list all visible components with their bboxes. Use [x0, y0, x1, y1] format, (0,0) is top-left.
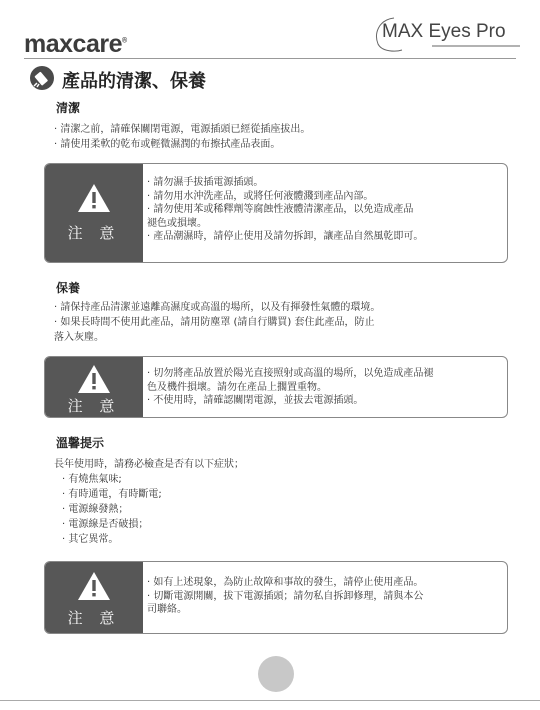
notice-line: · 產品潮濕時，請停止使用及請勿拆卸，讓產品自然風乾即可。	[147, 231, 424, 242]
header-divider	[24, 58, 516, 59]
maxcare-logo: maxcare®	[24, 30, 127, 58]
tips-item: · 有燒焦氣味;	[62, 474, 122, 485]
tips-heading: 溫馨提示	[56, 436, 105, 450]
maintenance-line: · 請保持產品清潔並遠離高濕度或高溫的場所，以及有揮發性氣體的環境。	[54, 302, 381, 313]
maintenance-heading: 保養	[56, 281, 81, 295]
notice-text	[147, 176, 501, 244]
notice-line: · 如有上述現象，為防止故障和事故的發生，請停止使用產品。	[147, 577, 424, 588]
tips-item: · 其它異常。	[62, 534, 119, 545]
notice-box	[44, 163, 508, 263]
tips-item: · 電源線發熱；	[62, 504, 129, 515]
notice-line: 色及機件損壞。請勿在產品上擱置重物。	[147, 381, 327, 393]
notice-text	[147, 367, 501, 408]
notice-box	[44, 356, 508, 418]
notice-line: · 請勿使用苯或稀釋劑等腐蝕性液體清潔產品，以免造成產品	[147, 204, 414, 215]
notice-line: 褪色或損壞。	[147, 217, 207, 229]
tips-item: · 有時通電，有時斷電;	[62, 489, 162, 500]
cleaning-tool-icon	[30, 66, 54, 90]
cleaning-line: · 請使用柔軟的乾布或輕微濕潤的布擦拭產品表面。	[54, 139, 281, 150]
notice-line: · 切斷電源開關，拔下電源插頭；請勿私自拆卸修理，請與本公	[147, 590, 424, 602]
cleaning-heading: 清潔	[56, 101, 81, 115]
notice-label: 注 意	[67, 609, 121, 627]
notice-line: · 請勿用水沖洗產品，或將任何液體濺到產品內部。	[147, 190, 374, 202]
page-number-tab	[258, 656, 294, 692]
tips-intro: 長年使用時，請務必檢查是否有以下症狀；	[54, 459, 244, 470]
maintenance-line: 落入灰塵。	[54, 332, 104, 343]
brand-name: MAX Eyes Pro	[382, 21, 506, 42]
page-title: 產品的清潔、保養	[62, 71, 206, 92]
notice-text	[147, 576, 501, 617]
warning-triangle-icon	[76, 182, 112, 214]
notice-line: · 請勿濕手拔插電源插頭。	[147, 177, 264, 188]
maintenance-line: · 如果長時間不使用此產品，請用防塵罩 (請自行購買) 套住此產品，防止	[54, 317, 375, 328]
warning-triangle-icon	[76, 363, 112, 395]
warning-triangle-icon	[76, 570, 112, 602]
notice-box	[44, 561, 508, 634]
notice-line: 司聯絡。	[147, 604, 187, 615]
cleaning-line: · 清潔之前，請確保關閉電源，電源插頭已經從插座拔出。	[54, 124, 311, 135]
tips-item: · 電源線是否破損；	[62, 519, 149, 530]
notice-line: · 不使用時，請確認關閉電源，並拔去電源插頭。	[147, 395, 364, 406]
notice-label: 注 意	[67, 397, 121, 415]
notice-line: · 切勿將產品放置於陽光直接照射或高溫的場所，以免造成產品褪	[147, 368, 434, 379]
footer-divider	[0, 700, 540, 701]
notice-label: 注 意	[67, 224, 121, 242]
